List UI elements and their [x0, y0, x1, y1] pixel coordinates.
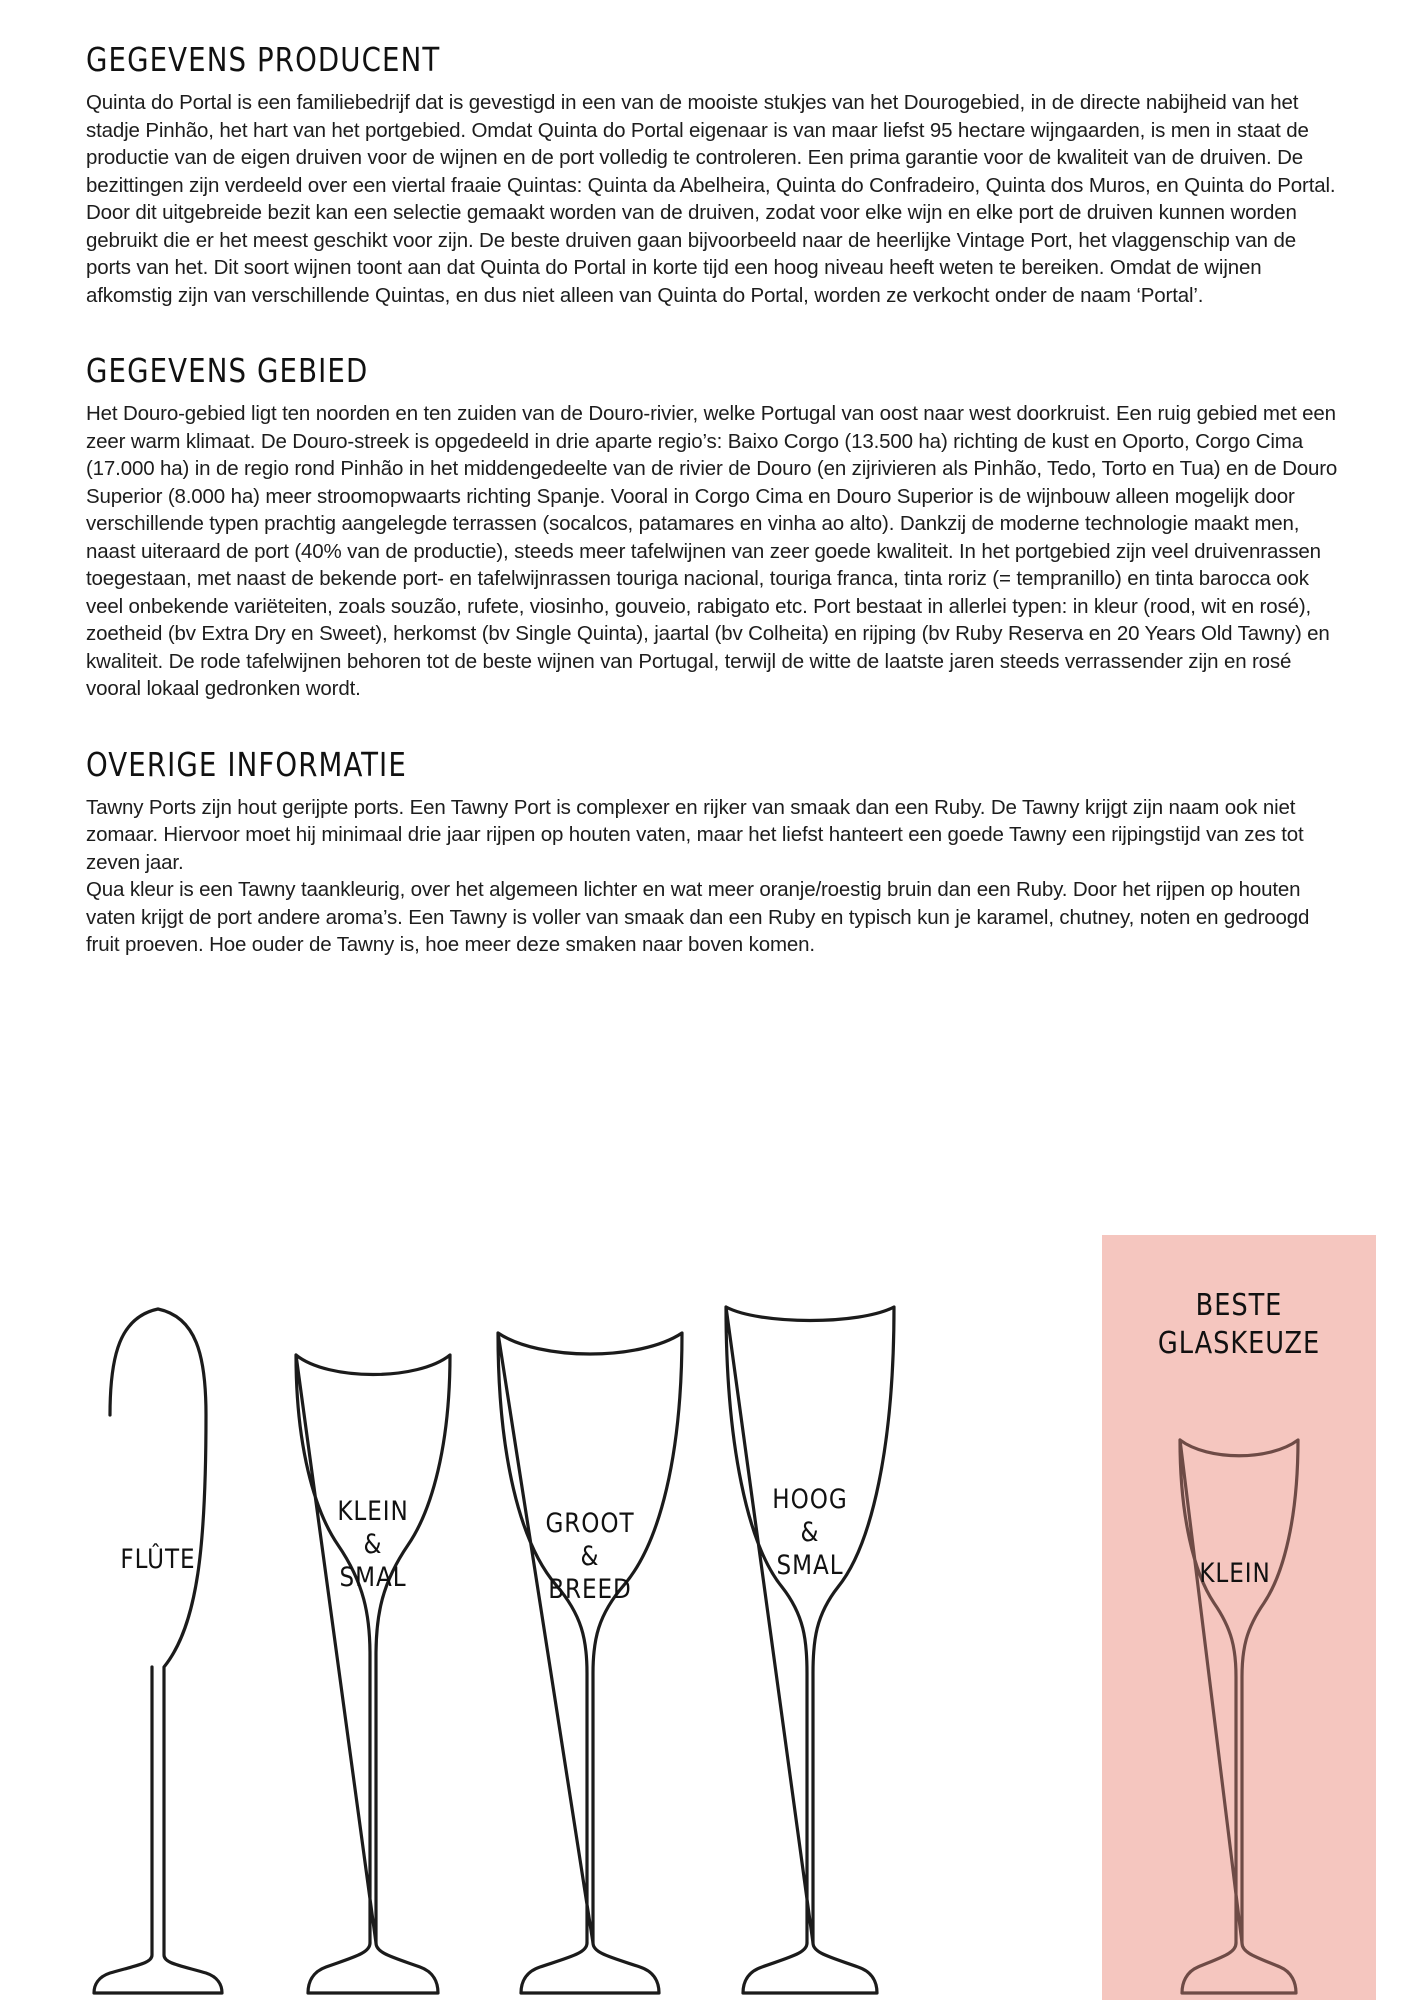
section-paragraph: Tawny Ports zijn hout gerijpte ports. Een Tawny Port is complexer en rijker van smaak dan een Ruby. De Tawny krijgt zijn naam ook niet zomaar. Hiervoor moet hij minimaal drie jaar rijpen op houten vaten, maar het liefst hanteert een goede Tawny een rijpingstijd van zes tot zeven jaar.	[86, 795, 1304, 874]
section-overige-informatie	[86, 745, 1342, 959]
glass-caption-line: SMAL	[776, 1550, 844, 1581]
section-paragraph: Qua kleur is een Tawny taankleurig, over het algemeen lichter en wat meer oranje/roestig bruin dan een Ruby. Door het rijpen op houten vaten krijgt de port andere aroma’s. Een Tawny is voller van smaak dan een Ruby en typisch kun je karamel, chutney, noten en gedroogd fruit proeven. Hoe ouder de Tawny is, hoe meer deze smaken naar boven komen.	[86, 878, 1310, 956]
glass-guide	[0, 1235, 1414, 2000]
glass-caption-line: KLEIN	[337, 1496, 409, 1527]
glass-caption-line: HOOG	[772, 1484, 848, 1515]
best-glass-label-line1: BESTE	[1195, 1288, 1283, 1323]
glass-caption-line: &	[580, 1541, 600, 1572]
document-body	[86, 40, 1342, 1001]
section-title: OVERIGE INFORMATIE	[86, 744, 407, 784]
section-title: GEGEVENS GEBIED	[86, 351, 369, 390]
section-title: GEGEVENS PRODUCENT	[86, 40, 441, 79]
glass-caption-line: &	[800, 1517, 820, 1548]
glass-caption-line: GROOT	[545, 1508, 635, 1539]
glass-flute	[58, 1295, 258, 2000]
glass-hoog-smal	[700, 1295, 920, 2000]
glass-caption-line: SMAL	[339, 1562, 407, 1593]
glass-caption-line: &	[363, 1529, 383, 1560]
best-glass-label-line2: GLASKEUZE	[1157, 1326, 1321, 1361]
section-gegevens-gebied	[86, 351, 1342, 703]
section-paragraph: Quinta do Portal is een familiebedrijf dat is gevestigd in een van de mooiste stukjes van het Dourogebied, in de directe nabijheid van het stadje Pinhão, het hart van het portgebied. Omdat Quinta do Portal eigenaar is van maar liefst 95 hectare wijngaarden, is men in staat de productie van de eigen druiven voor de wijnen en de port volledig te controleren. Een prima garantie voor de kwaliteit van de druiven. De bezittingen zijn verdeeld over een viertal fraaie Quintas: Quinta da Abelheira, Quinta do Confradeiro, Quinta dos Muros, en Quinta do Portal. Door dit uitgebreide bezit kan een selectie gemaakt worden van de druiven, zodat voor elke wijn en elke port de druiven kunnen worden gebruikt die er het meest geschikt voor zijn. De beste druiven gaan bijvoorbeeld naar de heerlijke Vintage Port, het vlaggenschip van de ports van het. Dit soort wijnen toont aan dat Quinta do Portal in korte tijd een hoog niveau heeft weten te bereiken. Omdat de wijnen afkomstig zijn van verschillende Quintas, en dus niet alleen van Quinta do Portal, worden ze verkocht onder de naam ‘Portal’.	[86, 91, 1336, 307]
glass-klein-selected	[1110, 1295, 1360, 2000]
glass-caption-line: KLEIN	[1199, 1558, 1271, 1589]
section-gegevens-producent	[86, 40, 1342, 309]
glass-caption-line: BREED	[548, 1574, 632, 1605]
glass-klein-smal	[268, 1295, 478, 2000]
glass-caption-line: FLÛTE	[120, 1544, 196, 1575]
section-paragraph: Het Douro-gebied ligt ten noorden en ten zuiden van de Douro-rivier, welke Portugal van oost naar west doorkruist. Een ruig gebied met een zeer warm klimaat. De Douro-streek is opgedeeld in drie aparte regio’s: Baixo Corgo (13.500 ha) richting de kust en Oporto, Corgo Cima (17.000 ha) in de regio rond Pinhão in het middengedeelte van de rivier de Douro (en zijrivieren als Pinhão, Tedo, Torto en Tua) en de Douro Superior (8.000 ha) meer stroomopwaarts richting Spanje. Vooral in Corgo Cima en Douro Superior is de wijnbouw alleen mogelijk door verschillende typen prachtig aangelegde terrassen (socalcos, patamares en vinha ao alto). Dankzij de moderne technologie maakt men, naast uiteraard de port (40% van de productie), steeds meer tafelwijnen van zeer goede kwaliteit. In het portgebied zijn veel druivenrassen toegestaan, met naast de bekende port- en tafelwijnrassen touriga nacional, touriga franca, tinta roriz (= tempranillo) en tinta barocca ook veel onbekende variëteiten, zoals souzão, rufete, viosinho, gouveio, rabigato etc. Port bestaat in allerlei typen: in kleur (rood, wit en rosé), zoetheid (bv Extra Dry en Sweet), herkomst (bv Single Quinta), jaartal (bv Colheita) en rijping (bv Ruby Reserva en 20 Years Old Tawny) en kwaliteit. De rode tafelwijnen behoren tot de beste wijnen van Portugal, terwijl de witte de laatste jaren steeds verrassender zijn en rosé vooral lokaal gedronken wordt.	[86, 402, 1338, 700]
glass-groot-breed	[480, 1295, 700, 2000]
